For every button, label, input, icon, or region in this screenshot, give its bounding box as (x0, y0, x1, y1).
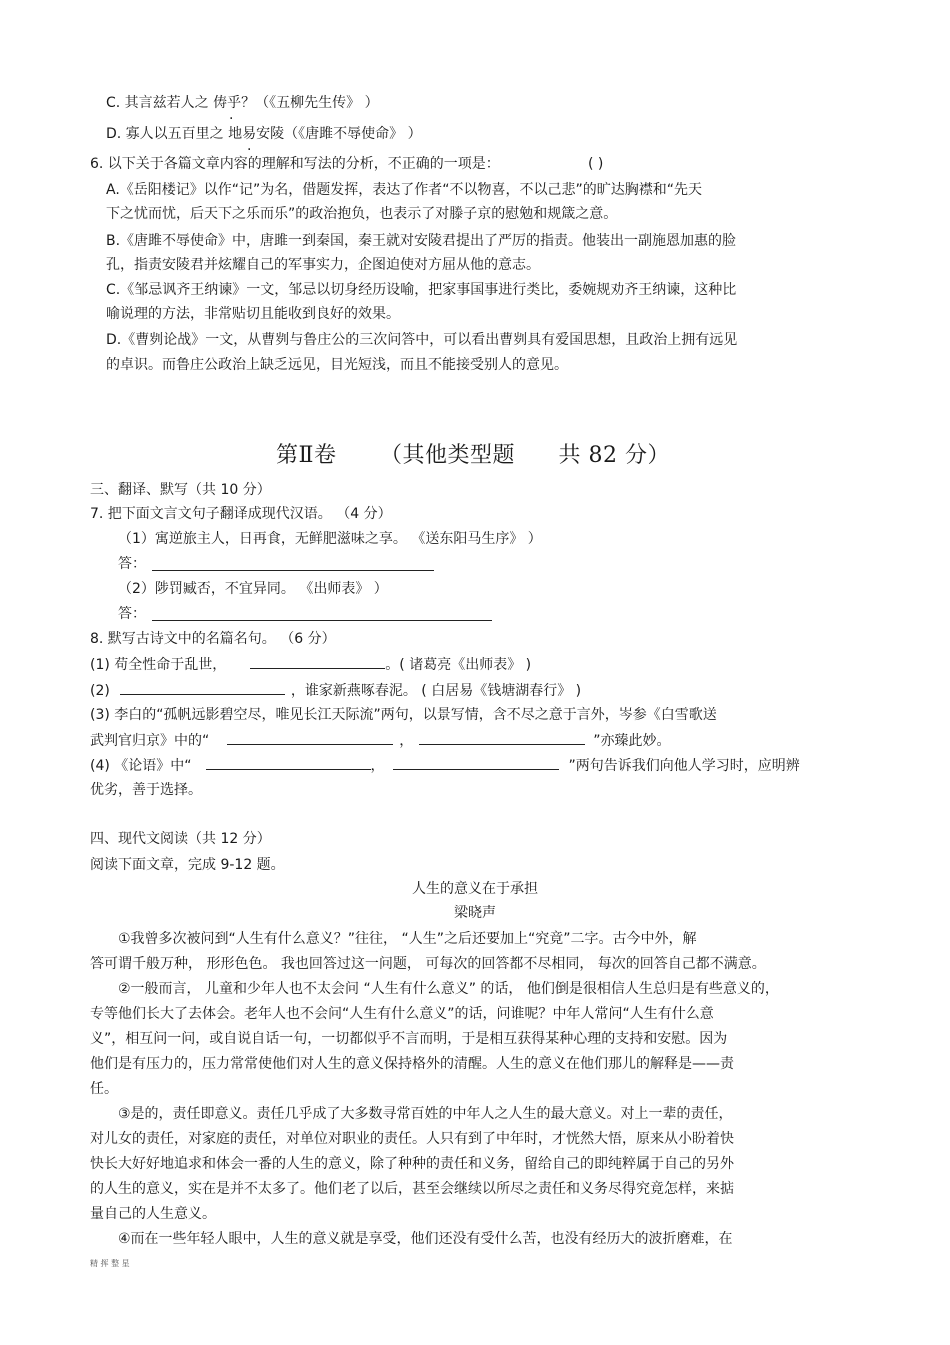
paragraph-1-line1: ①我曾多次被问到“人生有什么意义？”往往， “人生”之后还要加上“究竟”二字。古今中外，解 (118, 931, 697, 947)
q6-option-b-line1: B.《唐雎不辱使命》中，唐雎一到秦国，秦王就对安陵君提出了严厉的指责。他装出一副施恩加惠的脸 (106, 233, 737, 249)
emphasis-dot: . (229, 107, 234, 123)
q6-option-d-line2: 的卓识。而鲁庄公政治上缺乏远见，目光短浅，而且不能接受别人的意见。 (106, 357, 568, 373)
q8-stem: 8. 默写古诗文中的名篇名句。 （6 分） (90, 631, 336, 647)
q8-item-3-line2 (90, 731, 671, 750)
q8-item-2-post: ，谁家新燕啄春泥。 ( 白居易《钱塘湖春行》 ) (290, 683, 582, 699)
q8-blank-1[interactable] (250, 655, 385, 669)
paragraph-2-line3: 义”，相互问一问，或自说自话一句，一切都似乎不言而明，于是相互获得某种心理的支持和安慰。因为 (90, 1031, 728, 1047)
q8-item-4-line2: 优劣，善于选择。 (90, 782, 202, 798)
emphasis-dot: . (247, 138, 252, 154)
q8-item-4-comma: ， (370, 758, 385, 774)
q7-stem: 7. 把下面文言文句子翻译成现代汉语。 （4 分） (90, 506, 392, 522)
q7-answer-label-1: 答： (118, 556, 146, 572)
paragraph-2-line4: 他们是有压力的，压力常常使他们对人生的意义保持格外的清醒。人生的意义在他们那儿的解释是——责 (90, 1056, 734, 1072)
section4-instruction: 阅读下面文章，完成 9-12 题。 (90, 857, 285, 873)
q6-option-c-line2: 喻说理的方法，非常贴切且能收到良好的效果。 (106, 306, 400, 322)
q8-item-4-pre: (4) 《论语》中“ (90, 758, 192, 774)
part2-title-score: 共 82 分） (558, 443, 670, 468)
q5-option-d-pre: D. 寡人以五百里之 (106, 126, 229, 142)
section4-heading: 四、现代文阅读（共 12 分） (90, 831, 271, 847)
paragraph-2-line1: ②一般而言， 儿童和少年人也不太会问 “人生有什么意义” 的话， 他们倒是很相信人生总归是有些意义的， (118, 981, 779, 997)
q8-item-2-pre: (2) (90, 683, 110, 699)
q8-item-2 (90, 681, 581, 700)
paragraph-1-line2: 答可谓千般万种， 形形色色。 我也回答过这一问题， 可每次的回答都不尽相同， 每次的回答自己都不满意。 (90, 956, 766, 972)
q7-answer-line-1[interactable] (152, 557, 434, 571)
q6-option-a-line2: 下之忧而忧，后天下之乐而乐”的政治抱负，也表示了对滕子京的慰勉和规箴之意。 (106, 206, 618, 222)
q6-stem: 6. 以下关于各篇文章内容的理解和写法的分析，不正确的一项是： (90, 156, 500, 172)
q8-item-1-pre: (1) 苟全性命于乱世， (90, 657, 227, 673)
q6-option-d-line1: D.《曹刿论战》一文，从曹刿与鲁庄公的三次问答中，可以看出曹刿具有爱国思想，且政治上拥有远见 (106, 332, 738, 348)
paragraph-3-line5: 量自己的人生意义。 (90, 1206, 216, 1222)
paragraph-3-line3: 快长大好好地追求和体会一番的人生的意义，除了种种的责任和义务，留给自己的即纯粹属于自己的另外 (90, 1156, 734, 1172)
page-footer: 精 挥 整 星 (90, 1259, 130, 1268)
q6-option-b-line2: 孔，指责安陵君并炫耀自己的军事实力，企图迫使对方屈从他的意志。 (106, 257, 540, 273)
paragraph-3-line2: 对儿女的责任，对家庭的责任，对单位对职业的责任。人只有到了中年时，才恍然大悟，原来从小盼着快 (90, 1131, 734, 1147)
part2-title-volume: 第Ⅱ卷 (276, 443, 337, 468)
q6-answer-paren: ( ) (588, 156, 604, 172)
q8-item-1-post: 。( 诸葛亮《出师表》 ) (385, 657, 532, 673)
q5-option-d (106, 125, 422, 143)
q8-item-4-post: ”两句告诉我们向他人学习时，应明辨 (568, 758, 800, 774)
q7-sentence-1: （1）寓逆旅主人，日再食，无鲜肥滋味之享。 《送东阳马生序》 ） (118, 531, 542, 547)
q7-answer-label-2: 答： (118, 606, 146, 622)
paragraph-3-line1: ③是的，责任即意义。责任几乎成了大多数寻常百姓的中年人之人生的最大意义。对上一辈的责任， (118, 1106, 733, 1122)
q7-sentence-2: （2）陟罚臧否，不宜异同。 《出师表》 ） (118, 581, 388, 597)
q8-item-3-line1: (3) 李白的“孤帆远影碧空尽，唯见长江天际流”两句，以景写情，含不尽之意于言外，岑参《白雪歌送 (90, 707, 717, 723)
article-author: 梁晓声 (454, 905, 496, 921)
q7-answer-line-2[interactable] (152, 607, 492, 621)
q8-item-4-line1 (90, 756, 800, 775)
q8-item-3-comma: ， (399, 733, 414, 749)
q8-blank-4b[interactable] (393, 756, 559, 770)
paragraph-3-line4: 的人生的意义，实在是并不太多了。他们老了以后，甚至会继续以所尽之责任和义务尽得究竟怎样，来掂 (90, 1181, 734, 1197)
q8-item-3-pre: 武判官归京》中的“ (90, 733, 210, 749)
q8-item-1 (90, 655, 531, 674)
article-title: 人生的意义在于承担 (412, 881, 538, 897)
q8-blank-3a[interactable] (227, 731, 393, 745)
q5-option-d-post: 地易安陵（《唐雎不辱使命》 ） (228, 126, 422, 142)
part2-title-type: （其他类型题 (379, 443, 515, 468)
q8-blank-3b[interactable] (419, 731, 585, 745)
q6-option-c-line1: C.《邹忌讽齐王纳谏》一文，邹忌以切身经历设喻，把家事国事进行类比，委婉规劝齐王纳谏，这种比 (106, 282, 737, 298)
q8-blank-4a[interactable] (206, 756, 371, 770)
q8-blank-2[interactable] (120, 681, 285, 695)
paragraph-2-line2: 专等他们长大了去体会。老年人也不会问“人生有什么意义”的话，问谁呢？中年人常问“人生有什么意 (90, 1006, 714, 1022)
paragraph-2-line5: 任。 (90, 1081, 118, 1097)
paragraph-4-line1: ④而在一些年轻人眼中，人生的意义就是享受，他们还没有受什么苦，也没有经历大的波折磨难，在 (118, 1231, 733, 1247)
q8-item-3-post: ”亦臻此妙。 (593, 733, 671, 749)
q5-option-c: C. 其言兹若人之 俦乎？（《五柳先生传》 ） (106, 95, 379, 111)
part2-title (276, 438, 670, 469)
section3-heading: 三、翻译、默写（共 10 分） (90, 482, 271, 498)
q6-option-a-line1: A.《岳阳楼记》以作“记”为名，借题发挥，表达了作者“不以物喜，不以己悲”的旷达胸襟和“先天 (106, 182, 703, 198)
